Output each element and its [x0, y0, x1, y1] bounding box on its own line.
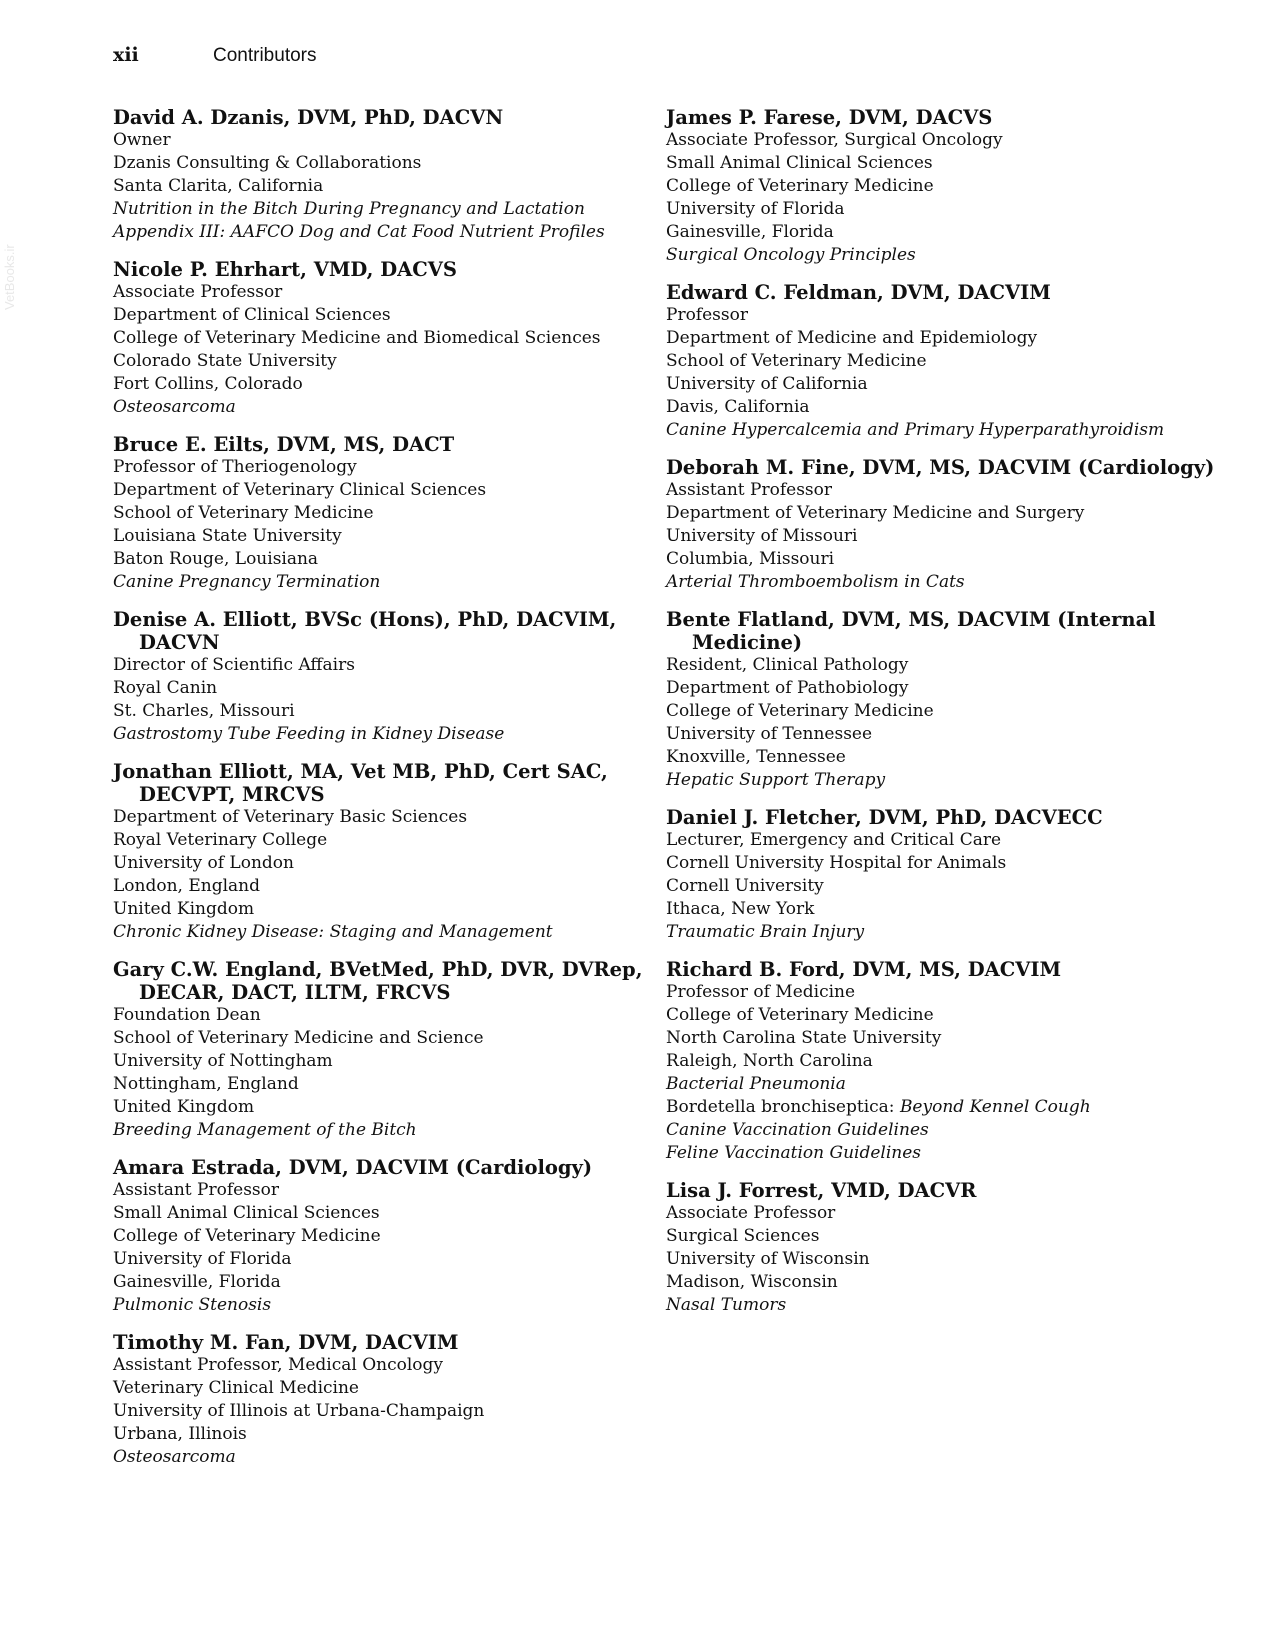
affiliation-line: Department of Medicine and Epidemiology	[666, 328, 1038, 348]
right-column	[666, 106, 1226, 1331]
affiliation-line: Director of Scientific Affairs	[113, 655, 355, 675]
affiliation-line: College of Veterinary Medicine	[666, 1005, 934, 1025]
chapter-title: Traumatic Brain Injury	[666, 922, 865, 942]
contributor-entry	[113, 1331, 653, 1469]
chapter-title-tail: Beyond Kennel Cough	[899, 1097, 1091, 1117]
contributor-entry	[113, 760, 653, 944]
affiliation-line: Gainesville, Florida	[666, 222, 834, 242]
affiliation-line: Assistant Professor	[666, 480, 832, 500]
section-title: Contributors	[213, 45, 317, 66]
affiliation-line: Santa Clarita, California	[113, 176, 324, 196]
affiliation-line: United Kingdom	[113, 899, 255, 919]
contributor-name: Gary C.W. England, BVetMed, PhD, DVR, DVRep, DECAR, DACT, ILTM, FRCVS	[113, 958, 643, 1004]
affiliation-line: Associate Professor	[113, 282, 283, 302]
contributor-entry	[666, 281, 1226, 442]
affiliation-line: Assistant Professor	[113, 1180, 279, 1200]
contributor-entry	[113, 106, 653, 244]
affiliation-line: College of Veterinary Medicine and Biomedical Sciences	[113, 328, 601, 348]
affiliation-line: School of Veterinary Medicine	[113, 503, 374, 523]
contributor-name: Deborah M. Fine, DVM, MS, DACVIM (Cardiology)	[666, 456, 1215, 479]
affiliation-line: London, England	[113, 876, 260, 896]
affiliation-line: United Kingdom	[113, 1097, 255, 1117]
contributor-entry	[666, 958, 1226, 1165]
chapter-title: Canine Vaccination Guidelines	[666, 1120, 929, 1140]
affiliation-line: Nottingham, England	[113, 1074, 299, 1094]
chapter-title: Surgical Oncology Principles	[666, 245, 916, 265]
contributor-entry	[113, 258, 653, 419]
contributor-entry	[666, 608, 1226, 792]
watermark: VetBooks.ir	[2, 244, 17, 310]
affiliation-line: College of Veterinary Medicine	[666, 176, 934, 196]
chapter-title: Feline Vaccination Guidelines	[666, 1143, 921, 1163]
contributor-entry	[113, 958, 653, 1142]
affiliation-line: Cornell University Hospital for Animals	[666, 853, 1007, 873]
contributor-name: Timothy M. Fan, DVM, DACVIM	[113, 1331, 459, 1354]
affiliation-line: Resident, Clinical Pathology	[666, 655, 909, 675]
affiliation-line: Columbia, Missouri	[666, 549, 835, 569]
affiliation-line: Owner	[113, 130, 171, 150]
chapter-title: Gastrostomy Tube Feeding in Kidney Disease	[113, 724, 505, 744]
affiliation-line: Professor of Medicine	[666, 982, 856, 1002]
affiliation-line: Veterinary Clinical Medicine	[113, 1378, 359, 1398]
chapter-title: Breeding Management of the Bitch	[113, 1120, 417, 1140]
affiliation-line: Small Animal Clinical Sciences	[666, 153, 933, 173]
affiliation-line: Department of Veterinary Clinical Sciences	[113, 480, 487, 500]
affiliation-line: Urbana, Illinois	[113, 1424, 247, 1444]
contributor-name: Richard B. Ford, DVM, MS, DACVIM	[666, 958, 1062, 981]
left-column	[113, 106, 653, 1483]
affiliation-line: School of Veterinary Medicine	[666, 351, 927, 371]
affiliation-line: Foundation Dean	[113, 1005, 261, 1025]
affiliation-line: Dzanis Consulting & Collaborations	[113, 153, 422, 173]
chapter-title: Appendix III: AAFCO Dog and Cat Food Nutrient Profiles	[113, 222, 605, 242]
affiliation-line: Raleigh, North Carolina	[666, 1051, 873, 1071]
affiliation-line: Ithaca, New York	[666, 899, 815, 919]
affiliation-line: Lecturer, Emergency and Critical Care	[666, 830, 1002, 850]
contributor-name: Edward C. Feldman, DVM, DACVIM	[666, 281, 1051, 304]
affiliation-line: Madison, Wisconsin	[666, 1272, 838, 1292]
chapter-title: Pulmonic Stenosis	[113, 1295, 272, 1315]
chapter-title: Hepatic Support Therapy	[666, 770, 886, 790]
affiliation-line: Surgical Sciences	[666, 1226, 820, 1246]
contributor-entry	[113, 608, 653, 746]
affiliation-line: Davis, California	[666, 397, 810, 417]
affiliation-line: Assistant Professor, Medical Oncology	[113, 1355, 444, 1375]
affiliation-line: Professor of Theriogenology	[113, 457, 357, 477]
contributor-name: Bente Flatland, DVM, MS, DACVIM (Internal Medicine)	[666, 608, 1156, 654]
chapter-title: Canine Hypercalcemia and Primary Hyperparathyroidism	[666, 420, 1165, 440]
affiliation-line: University of California	[666, 374, 868, 394]
affiliation-line: University of Illinois at Urbana-Champaign	[113, 1401, 485, 1421]
affiliation-line: Small Animal Clinical Sciences	[113, 1203, 380, 1223]
contributor-name: Nicole P. Ehrhart, VMD, DACVS	[113, 258, 457, 281]
affiliation-line: Department of Clinical Sciences	[113, 305, 391, 325]
affiliation-line: Department of Pathobiology	[666, 678, 909, 698]
contributor-entry	[113, 433, 653, 594]
affiliation-line: Colorado State University	[113, 351, 337, 371]
affiliation-line: University of Wisconsin	[666, 1249, 870, 1269]
affiliation-line: Louisiana State University	[113, 526, 342, 546]
contributor-name: Lisa J. Forrest, VMD, DACVR	[666, 1179, 977, 1202]
affiliation-line: Knoxville, Tennessee	[666, 747, 846, 767]
contributor-entry	[113, 1156, 653, 1317]
affiliation-line: North Carolina State University	[666, 1028, 942, 1048]
contributor-entry	[666, 806, 1226, 944]
contributor-name: Denise A. Elliott, BVSc (Hons), PhD, DACVIM, DACVN	[113, 608, 617, 654]
affiliation-line: Royal Veterinary College	[113, 830, 328, 850]
contributor-name: Jonathan Elliott, MA, Vet MB, PhD, Cert SAC, DECVPT, MRCVS	[113, 760, 608, 806]
chapter-title: Chronic Kidney Disease: Staging and Management	[113, 922, 553, 942]
affiliation-line: College of Veterinary Medicine	[666, 701, 934, 721]
chapter-title: Osteosarcoma	[113, 1447, 236, 1467]
affiliation-line: Associate Professor, Surgical Oncology	[666, 130, 1003, 150]
contributor-name: Daniel J. Fletcher, DVM, PhD, DACVECC	[666, 806, 1103, 829]
affiliation-line	[666, 1096, 1226, 1119]
affiliation-line: Baton Rouge, Louisiana	[113, 549, 319, 569]
affiliation-line: Cornell University	[666, 876, 824, 896]
contributor-entry	[666, 106, 1226, 267]
affiliation-line: University of Nottingham	[113, 1051, 333, 1071]
affiliation-line: University of Tennessee	[666, 724, 873, 744]
contributor-name: Bruce E. Eilts, DVM, MS, DACT	[113, 433, 455, 456]
chapter-title: Bacterial Pneumonia	[666, 1074, 846, 1094]
chapter-title: Nasal Tumors	[666, 1295, 787, 1315]
affiliation-line: College of Veterinary Medicine	[113, 1226, 381, 1246]
page-number: xii	[113, 44, 139, 66]
running-head	[113, 44, 317, 67]
affiliation-line: Gainesville, Florida	[113, 1272, 281, 1292]
contributor-entry	[666, 1179, 1226, 1317]
affiliation-line: University of Florida	[113, 1249, 292, 1269]
contributor-name: David A. Dzanis, DVM, PhD, DACVN	[113, 106, 504, 129]
affiliation-line: Department of Veterinary Basic Sciences	[113, 807, 468, 827]
affiliation-line: St. Charles, Missouri	[113, 701, 295, 721]
affiliation-line: Royal Canin	[113, 678, 218, 698]
chapter-title: Canine Pregnancy Termination	[113, 572, 381, 592]
chapter-title: Arterial Thromboembolism in Cats	[666, 572, 965, 592]
contributor-name: Amara Estrada, DVM, DACVIM (Cardiology)	[113, 1156, 593, 1179]
affiliation-line: Professor	[666, 305, 748, 325]
contributor-entry	[666, 456, 1226, 594]
affiliation-line-prefix: Bordetella bronchiseptica:	[666, 1097, 900, 1117]
affiliation-line: School of Veterinary Medicine and Science	[113, 1028, 484, 1048]
affiliation-line: Fort Collins, Colorado	[113, 374, 303, 394]
affiliation-line: Associate Professor	[666, 1203, 836, 1223]
affiliation-line: Department of Veterinary Medicine and Surgery	[666, 503, 1085, 523]
affiliation-line: University of London	[113, 853, 294, 873]
contributor-name: James P. Farese, DVM, DACVS	[666, 106, 993, 129]
affiliation-line: University of Florida	[666, 199, 845, 219]
chapter-title: Nutrition in the Bitch During Pregnancy and Lactation	[113, 199, 585, 219]
chapter-title: Osteosarcoma	[113, 397, 236, 417]
affiliation-line: University of Missouri	[666, 526, 858, 546]
